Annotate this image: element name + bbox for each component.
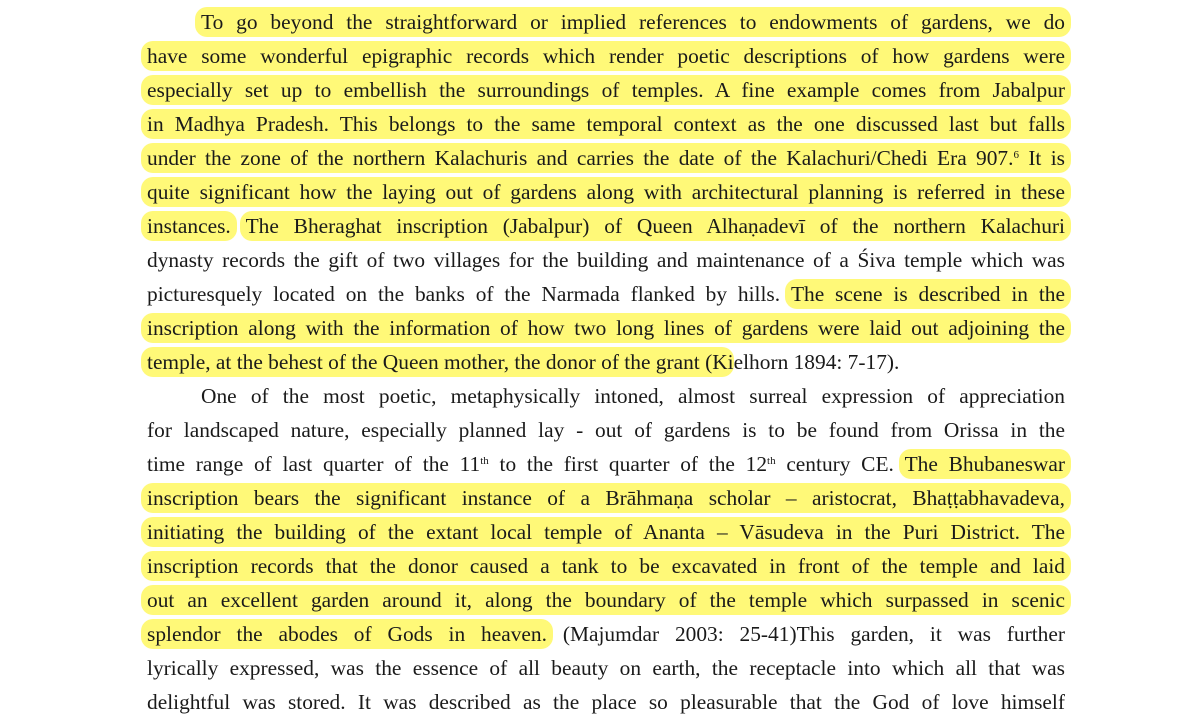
plain-text: picturesquely located on the banks of the Narmada flanked by hills. <box>147 282 781 306</box>
highlighted-text: To go beyond the straightforward or implied references to endowments of gardens, we do <box>195 7 1071 37</box>
text-line <box>147 483 1065 513</box>
highlighted-text <box>141 143 1071 173</box>
text-line <box>147 415 1065 445</box>
plain-text: dynasty records the gift of two villages for the building and maintenance of a Śiva temple which was <box>147 248 1065 272</box>
plain-text: to the first quarter of the 12 <box>499 452 768 476</box>
text-line <box>147 41 1065 71</box>
highlighted-text: in Madhya Pradesh. This belongs to the same temporal context as the one discussed last but falls <box>141 109 1071 139</box>
ordinal-suffix: th <box>767 455 776 467</box>
text-line <box>147 211 1065 241</box>
text-line <box>147 449 1065 479</box>
highlighted-text: especially set up to embellish the surroundings of temples. A fine example comes from Jabalpur <box>141 75 1071 105</box>
highlighted-text: temple, at the behest of the Queen mother, the donor of the grant (K <box>141 347 734 377</box>
plain-text: (Majumdar 2003: 25-41)This garden, it was further <box>562 622 1065 646</box>
highlighted-text: The scene is described in the <box>785 279 1071 309</box>
text-line <box>147 7 1065 37</box>
highlighted-text: splendor the abodes of Gods in heaven. <box>141 619 553 649</box>
text-line <box>147 381 1065 411</box>
text-line <box>147 619 1065 649</box>
text-segment: under the zone of the northern Kalachuris and carries the date of the Kalachuri/Chedi Era 907. <box>147 146 1014 170</box>
plain-text: time range of last quarter of the 11 <box>147 452 481 476</box>
highlighted-text: quite significant how the laying out of gardens along with architectural planning is referred in these <box>141 177 1071 207</box>
plain-text: ielhorn 1894: 7-17). <box>727 350 900 374</box>
text-line <box>147 177 1065 207</box>
plain-text: for landscaped nature, especially planned lay - out of gardens is to be found from Orissa in the <box>147 418 1065 442</box>
highlighted-text: instances. <box>141 211 237 241</box>
highlighted-text: have some wonderful epigraphic records which render poetic descriptions of how gardens were <box>141 41 1071 71</box>
plain-text: One of the most poetic, metaphysically intoned, almost surreal expression of appreciation <box>201 384 1065 408</box>
text-line <box>147 143 1065 173</box>
ordinal-suffix: th <box>480 455 489 467</box>
plain-text: delightful was stored. It was described as the place so pleasurable that the God of love himself <box>147 690 1065 714</box>
highlighted-text: inscription records that the donor caused a tank to be excavated in front of the temple and laid <box>141 551 1071 581</box>
text-line <box>147 585 1065 615</box>
highlighted-text: The Bheraghat inscription (Jabalpur) of Queen Alhaṇadevī of the northern Kalachuri <box>240 211 1071 241</box>
plain-text: lyrically expressed, was the essence of all beauty on earth, the receptacle into which all that was <box>147 656 1065 680</box>
text-segment: It is <box>1028 146 1065 170</box>
text-line <box>147 347 1065 377</box>
highlighted-text: out an excellent garden around it, along the boundary of the temple which surpassed in scenic <box>141 585 1071 615</box>
text-line <box>147 653 1065 683</box>
text-line <box>147 75 1065 105</box>
text-line <box>147 517 1065 547</box>
text-line <box>147 551 1065 581</box>
highlighted-text: inscription bears the significant instance of a Brāhmaṇa scholar – aristocrat, Bhaṭṭabhavadeva, <box>141 483 1071 513</box>
text-line <box>147 279 1065 309</box>
plain-text: century CE. <box>786 452 894 476</box>
text-line <box>147 245 1065 275</box>
footnote-ref: 6 <box>1013 149 1019 161</box>
text-line <box>147 313 1065 343</box>
text-line <box>147 687 1065 717</box>
highlighted-text: initiating the building of the extant local temple of Ananta – Vāsudeva in the Puri District. The <box>141 517 1071 547</box>
highlighted-text: The Bhubaneswar <box>899 449 1071 479</box>
text-line <box>147 109 1065 139</box>
highlighted-text: inscription along with the information of how two long lines of gardens were laid out adjoining the <box>141 313 1071 343</box>
